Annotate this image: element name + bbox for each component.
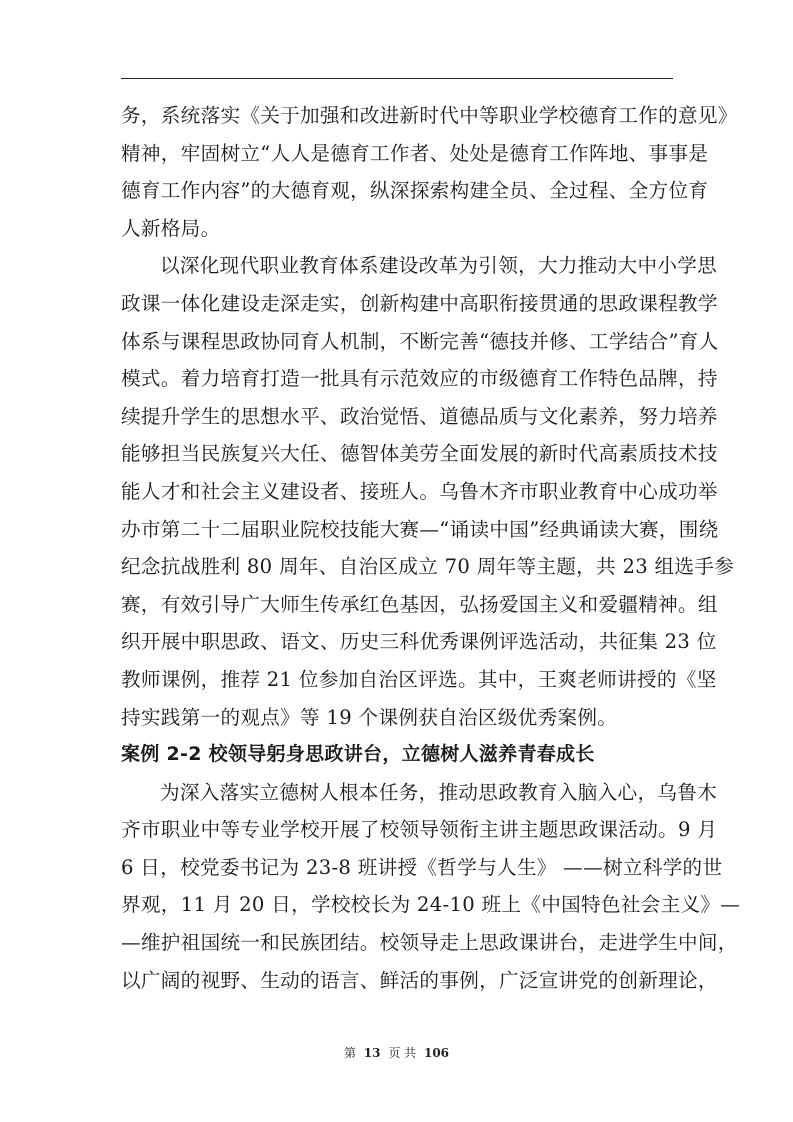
footer-prefix: 第 [343,1046,356,1060]
body-line: 以广阔的视野、生动的语言、鲜活的事例，广泛宣讲党的创新理论， [121,968,718,992]
body-line: 政课一体化建设走深走实，创新构建中高职衔接贯通的思政课程教学 [121,291,718,315]
body-line-paragraph-start: 为深入落实立德树人根本任务，推动思政教育入脑入心，乌鲁木 [160,780,718,804]
page-footer [0,1044,793,1061]
body-line: 模式。着力培育打造一批具有示范效应的市级德育工作特色品牌，持 [121,367,718,391]
document-body [121,97,741,999]
body-line: 界观，11 月 20 日，学校校长为 24-10 班上《中国特色社会主义》— [121,893,741,917]
footer-page-number: 13 [363,1046,381,1060]
body-line: 纪念抗战胜利 80 周年、自治区成立 70 周年等主题，共 23 组选手参 [121,555,735,579]
body-line: 6 日，校党委书记为 23-8 班讲授《哲学与人生》 ——树立科学的世 [121,855,723,879]
body-line: 务，系统落实《关于加强和改进新时代中等职业学校德育工作的意见》 [121,104,738,127]
body-line: 织开展中职思政、语文、历史三科优秀课例评选活动，共征集 23 位 [121,630,717,654]
body-line: 能人才和社会主义建设者、接班人。乌鲁木齐市职业教育中心成功举 [121,479,718,503]
body-line: 能够担当民族复兴大任、德智体美劳全面发展的新时代高素质技术技 [121,442,718,466]
body-line: 体系与课程思政协同育人机制，不断完善“德技并修、工学结合”育人 [121,329,719,353]
body-line: 续提升学生的思想水平、政治觉悟、道德品质与文化素养，努力培养 [121,404,718,428]
body-line: 赛，有效引导广大师生传承红色基因，弘扬爱国主义和爱疆精神。组 [121,592,718,616]
body-line: 人新格局。 [121,216,221,240]
footer-total-pages: 106 [423,1046,450,1060]
case-heading: 案例 2-2 校领导躬身思政讲台，立德树人滋养青春成长 [121,743,595,766]
body-line: 齐市职业中等专业学校开展了校领导领衔主讲主题思政课活动。9 月 [121,818,718,842]
header-rule [121,78,673,79]
body-line-paragraph-start: 以深化现代职业教育体系建设改革为引领，大力推动大中小学思 [160,254,718,278]
body-line: 办市第二十二届职业院校技能大赛—“诵读中国”经典诵读大赛，围绕 [121,517,719,541]
footer-middle: 页 共 [388,1046,417,1060]
body-line: 精神，牢固树立“人人是德育工作者、处处是德育工作阵地、事事是 [121,141,709,165]
body-line: —维护祖国统一和民族团结。校领导走上思政课讲台，走进学生中间， [121,931,738,955]
body-line: 德育工作内容”的大德育观，纵深探索构建全员、全过程、全方位育 [121,179,709,203]
body-line: 教师课例，推荐 21 位参加自治区评选。其中，王爽老师讲授的《坚 [121,667,717,691]
body-line: 持实践第一的观点》等 19 个课例获自治区级优秀案例。 [121,705,618,729]
